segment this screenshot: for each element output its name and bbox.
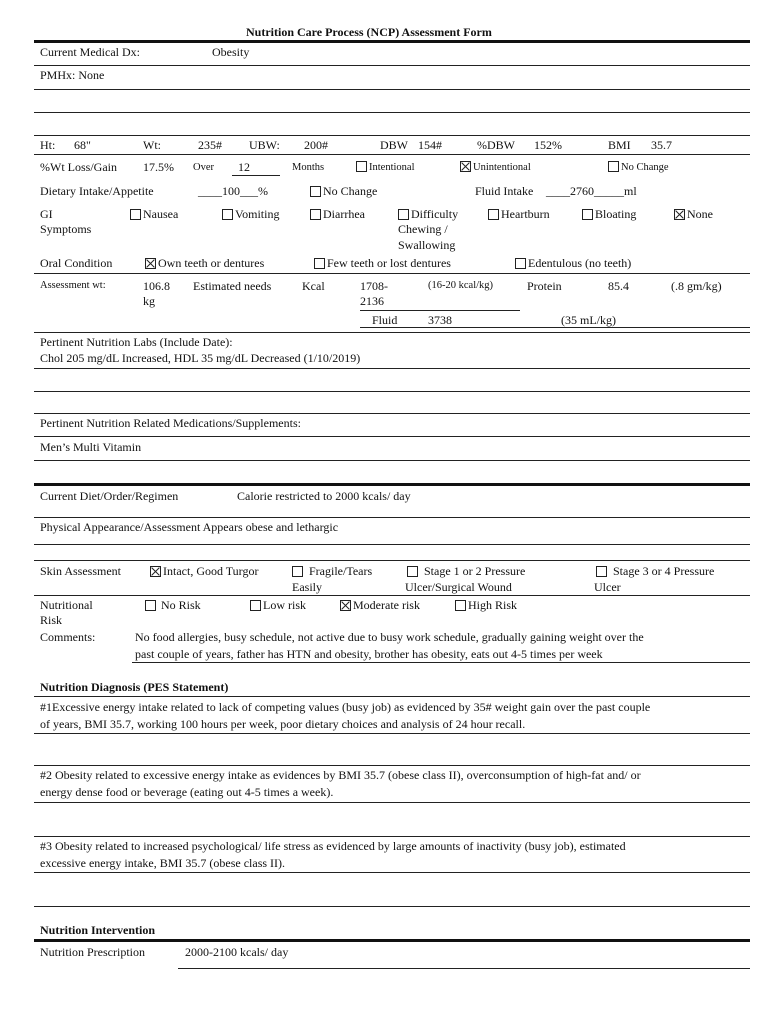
weight-label: Wt: [143,138,161,152]
diarrhea-label: Diarrhea [323,207,365,221]
skin-intact-option[interactable] [150,564,258,578]
prescription-label: Nutrition Prescription [40,945,145,959]
physical-assessment[interactable]: Physical Appearance/Assessment Appears obese and lethargic [40,520,339,534]
gi-heartburn-option[interactable] [488,207,550,221]
row-divider [34,517,750,518]
prescription-underline [178,968,750,969]
checkbox-icon[interactable] [488,209,499,220]
row-divider [34,544,750,545]
labs-value[interactable]: Chol 205 mg/dL Increased, HDL 35 mg/dL Decreased (1/10/2019) [40,351,361,365]
oral-edentulous-option[interactable] [515,256,631,270]
intake-no-change-label: No Change [323,184,378,198]
stage12-label-2: Ulcer/Surgical Wound [405,580,512,594]
gi-none-option[interactable] [674,207,713,221]
pes-1-line-1[interactable]: #1Excessive energy intake related to lack of competing values (busy job) as evidenced by 35# weight gain over the past couple [40,700,651,714]
pmhx-field[interactable]: PMHx: None [40,68,105,82]
comments-line-2[interactable]: past couple of years, father has HTN and obesity, brother has obesity, eats out 4-5 times per week [135,647,603,661]
bloating-label: Bloating [595,207,637,221]
months-label: Months [292,162,325,173]
checkbox-icon[interactable] [310,209,321,220]
checked-box-icon[interactable] [674,209,685,220]
over-label: Over [193,162,214,173]
checkbox-icon[interactable] [356,161,367,172]
few-teeth-label: Few teeth or lost dentures [327,256,451,270]
comments-line-1[interactable]: No food allergies, busy schedule, not active due to busy work schedule, gradually gaining weight over the [135,630,644,644]
row-divider [34,696,750,697]
heartburn-label: Heartburn [501,207,550,221]
height-value[interactable]: 68" [74,138,91,152]
checkbox-icon[interactable] [608,161,619,172]
pdbw-label: %DBW [477,138,515,152]
ubw-value[interactable]: 200# [304,138,328,152]
weight-value[interactable]: 235# [198,138,222,152]
edentulous-label: Edentulous (no teeth) [528,256,632,270]
bmi-value[interactable]: 35.7 [651,138,672,152]
form-title: Nutrition Care Process (NCP) Assessment Form [246,25,492,39]
stage12-label: Stage 1 or 2 Pressure [424,564,526,578]
risk-no-option[interactable] [145,598,201,612]
estimated-needs-label: Estimated needs [193,279,272,293]
row-divider [34,154,750,155]
assessment-wt-unit: kg [143,294,155,308]
checkbox-icon[interactable] [222,209,233,220]
nausea-label: Nausea [143,207,179,221]
diagnosis-heading: Nutrition Diagnosis (PES Statement) [40,680,229,694]
row-divider [34,332,750,333]
intake-no-change-option[interactable] [310,184,377,198]
checkbox-icon[interactable] [455,600,466,611]
risk-label: Nutritional [40,598,93,612]
oral-few-option[interactable] [314,256,451,270]
checkbox-icon[interactable] [515,258,526,269]
pes-1-line-2[interactable]: of years, BMI 35.7, working 100 hours per week, poor dietary choices and analysis of 24 hour recall. [40,717,526,731]
skin-stage12-option[interactable] [407,564,525,578]
checkbox-icon[interactable] [596,566,607,577]
oral-own-option[interactable] [145,256,264,270]
section-rule [34,939,750,942]
medical-dx-label: Current Medical Dx: [40,45,140,59]
skin-fragile-option[interactable] [292,564,372,578]
row-divider [34,89,750,90]
checkbox-icon[interactable] [398,209,409,220]
medical-dx-value[interactable]: Obesity [212,45,250,59]
checked-box-icon[interactable] [460,161,471,172]
row-divider [34,595,750,596]
high-risk-label: High Risk [468,598,518,612]
row-divider [34,733,750,734]
row-divider [34,413,750,414]
dbw-value[interactable]: 154# [418,138,442,152]
checked-box-icon[interactable] [145,258,156,269]
stage34-label-2: Ulcer [594,580,621,594]
row-divider [34,391,750,392]
row-divider [34,460,750,461]
row-divider [34,906,750,907]
checkbox-icon[interactable] [145,600,156,611]
height-label: Ht: [40,138,56,152]
needs-underline-2 [360,327,750,328]
risk-moderate-option[interactable] [340,598,420,612]
unintentional-option[interactable] [460,161,531,175]
difficulty-label: Difficulty [411,207,459,221]
section-rule [34,483,750,486]
kcal-label: Kcal [302,279,325,293]
risk-label-2: Risk [40,613,63,627]
dietary-intake-label: Dietary Intake/Appetite [40,184,154,198]
kcal-value-2[interactable]: 2136 [360,294,384,308]
pes-3-line-2[interactable]: excessive energy intake, BMI 35.7 (obese class II). [40,856,286,870]
checkbox-icon[interactable] [310,186,321,197]
pdbw-value[interactable]: 152% [534,138,562,152]
kcal-basis: (16-20 kcal/kg) [428,280,494,291]
gi-label-2: Symptoms [40,222,92,236]
diet-value[interactable]: Calorie restricted to 2000 kcals/ day [237,489,411,503]
gi-nausea-option[interactable] [130,207,178,221]
pes-2-line-1[interactable]: #2 Obesity related to excessive energy intake as evidences by BMI 35.7 (obese class II), overconsumption of high-fat and/ or [40,768,641,782]
checkbox-icon[interactable] [250,600,261,611]
row-divider [34,112,750,113]
fluid-need-value[interactable]: 3738 [428,313,452,327]
pes-3-line-1[interactable]: #3 Obesity related to increased psychological/ life stress as evidenced by large amounts of inactivity (busy job), estimated [40,839,626,853]
gi-vomiting-option[interactable] [222,207,279,221]
prescription-value[interactable]: 2000-2100 kcals/ day [185,945,289,959]
protein-basis: (.8 gm/kg) [671,279,722,293]
fragile-label-2: Easily [292,580,322,594]
kcal-value[interactable]: 1708- [360,279,388,293]
gi-diarrhea-option[interactable] [310,207,365,221]
checkbox-icon[interactable] [314,258,325,269]
labs-label: Pertinent Nutrition Labs (Include Date): [40,335,233,349]
gi-label: GI [40,207,53,221]
low-risk-label: Low risk [263,598,306,612]
row-divider [34,436,750,437]
risk-high-option[interactable] [455,598,517,612]
skin-label: Skin Assessment [40,564,122,578]
gi-bloating-option[interactable] [582,207,636,221]
stage34-label: Stage 3 or 4 Pressure [613,564,715,578]
comments-label: Comments: [40,630,96,644]
diet-label: Current Diet/Order/Regimen [40,489,179,503]
unintentional-label: Unintentional [473,162,531,173]
row-divider [34,368,750,369]
none-label: None [687,207,713,221]
row-divider [34,872,750,873]
fragile-label: Fragile/Tears [309,564,373,578]
protein-value[interactable]: 85.4 [608,279,629,293]
row-divider [34,836,750,837]
row-divider [34,273,750,274]
checkbox-icon[interactable] [130,209,141,220]
oral-label: Oral Condition [40,256,113,270]
checkbox-icon[interactable] [407,566,418,577]
own-teeth-label: Own teeth or dentures [158,256,265,270]
protein-label: Protein [527,279,562,293]
assessment-wt-label: Assessment wt: [40,280,106,291]
intervention-heading: Nutrition Intervention [40,923,155,937]
ubw-label: UBW: [249,138,280,152]
wt-loss-label: %Wt Loss/Gain [40,160,117,174]
meds-value[interactable]: Men’s Multi Vitamin [40,440,142,454]
intact-label: Intact, Good Turgor [163,564,259,578]
risk-low-option[interactable] [250,598,306,612]
moderate-risk-label: Moderate risk [353,598,420,612]
meds-label: Pertinent Nutrition Related Medications/Supplements: [40,416,301,430]
vomiting-label: Vomiting [235,207,280,221]
gi-difficulty-option[interactable] [398,207,458,221]
intentional-option[interactable] [356,161,415,175]
dbw-label: DBW [380,138,408,152]
needs-underline [360,310,520,311]
row-divider [34,802,750,803]
row-divider [34,65,750,66]
dietary-intake-value[interactable]: ____100___% [198,184,268,198]
checked-box-icon[interactable] [150,566,161,577]
checkbox-icon[interactable] [292,566,303,577]
intentional-label: Intentional [369,162,415,173]
no-change-option[interactable] [608,161,669,175]
fluid-intake-label: Fluid Intake [475,184,534,198]
no-risk-label: No Risk [161,598,201,612]
assessment-wt-value[interactable]: 106.8 [143,279,170,293]
checkbox-icon[interactable] [582,209,593,220]
fluid-need-label: Fluid [372,313,398,327]
months-underline [232,175,280,176]
difficulty-label-2: Chewing / [398,222,448,236]
wt-loss-value[interactable]: 17.5% [143,160,174,174]
row-divider [34,560,750,561]
no-change-label: No Change [621,162,669,173]
title-rule [34,40,750,43]
row-divider [34,765,750,766]
row-divider [34,135,750,136]
checked-box-icon[interactable] [340,600,351,611]
months-value[interactable]: 12 [238,160,250,174]
fluid-intake-value[interactable]: ____2760_____ml [546,184,637,198]
pes-2-line-2[interactable]: energy dense food or beverage (eating out 4-5 times a week). [40,785,334,799]
skin-stage34-option[interactable] [596,564,714,578]
fluid-need-basis: (35 mL/kg) [561,313,616,327]
bmi-label: BMI [608,138,631,152]
difficulty-label-3: Swallowing [398,238,456,252]
comments-underline [132,662,750,663]
